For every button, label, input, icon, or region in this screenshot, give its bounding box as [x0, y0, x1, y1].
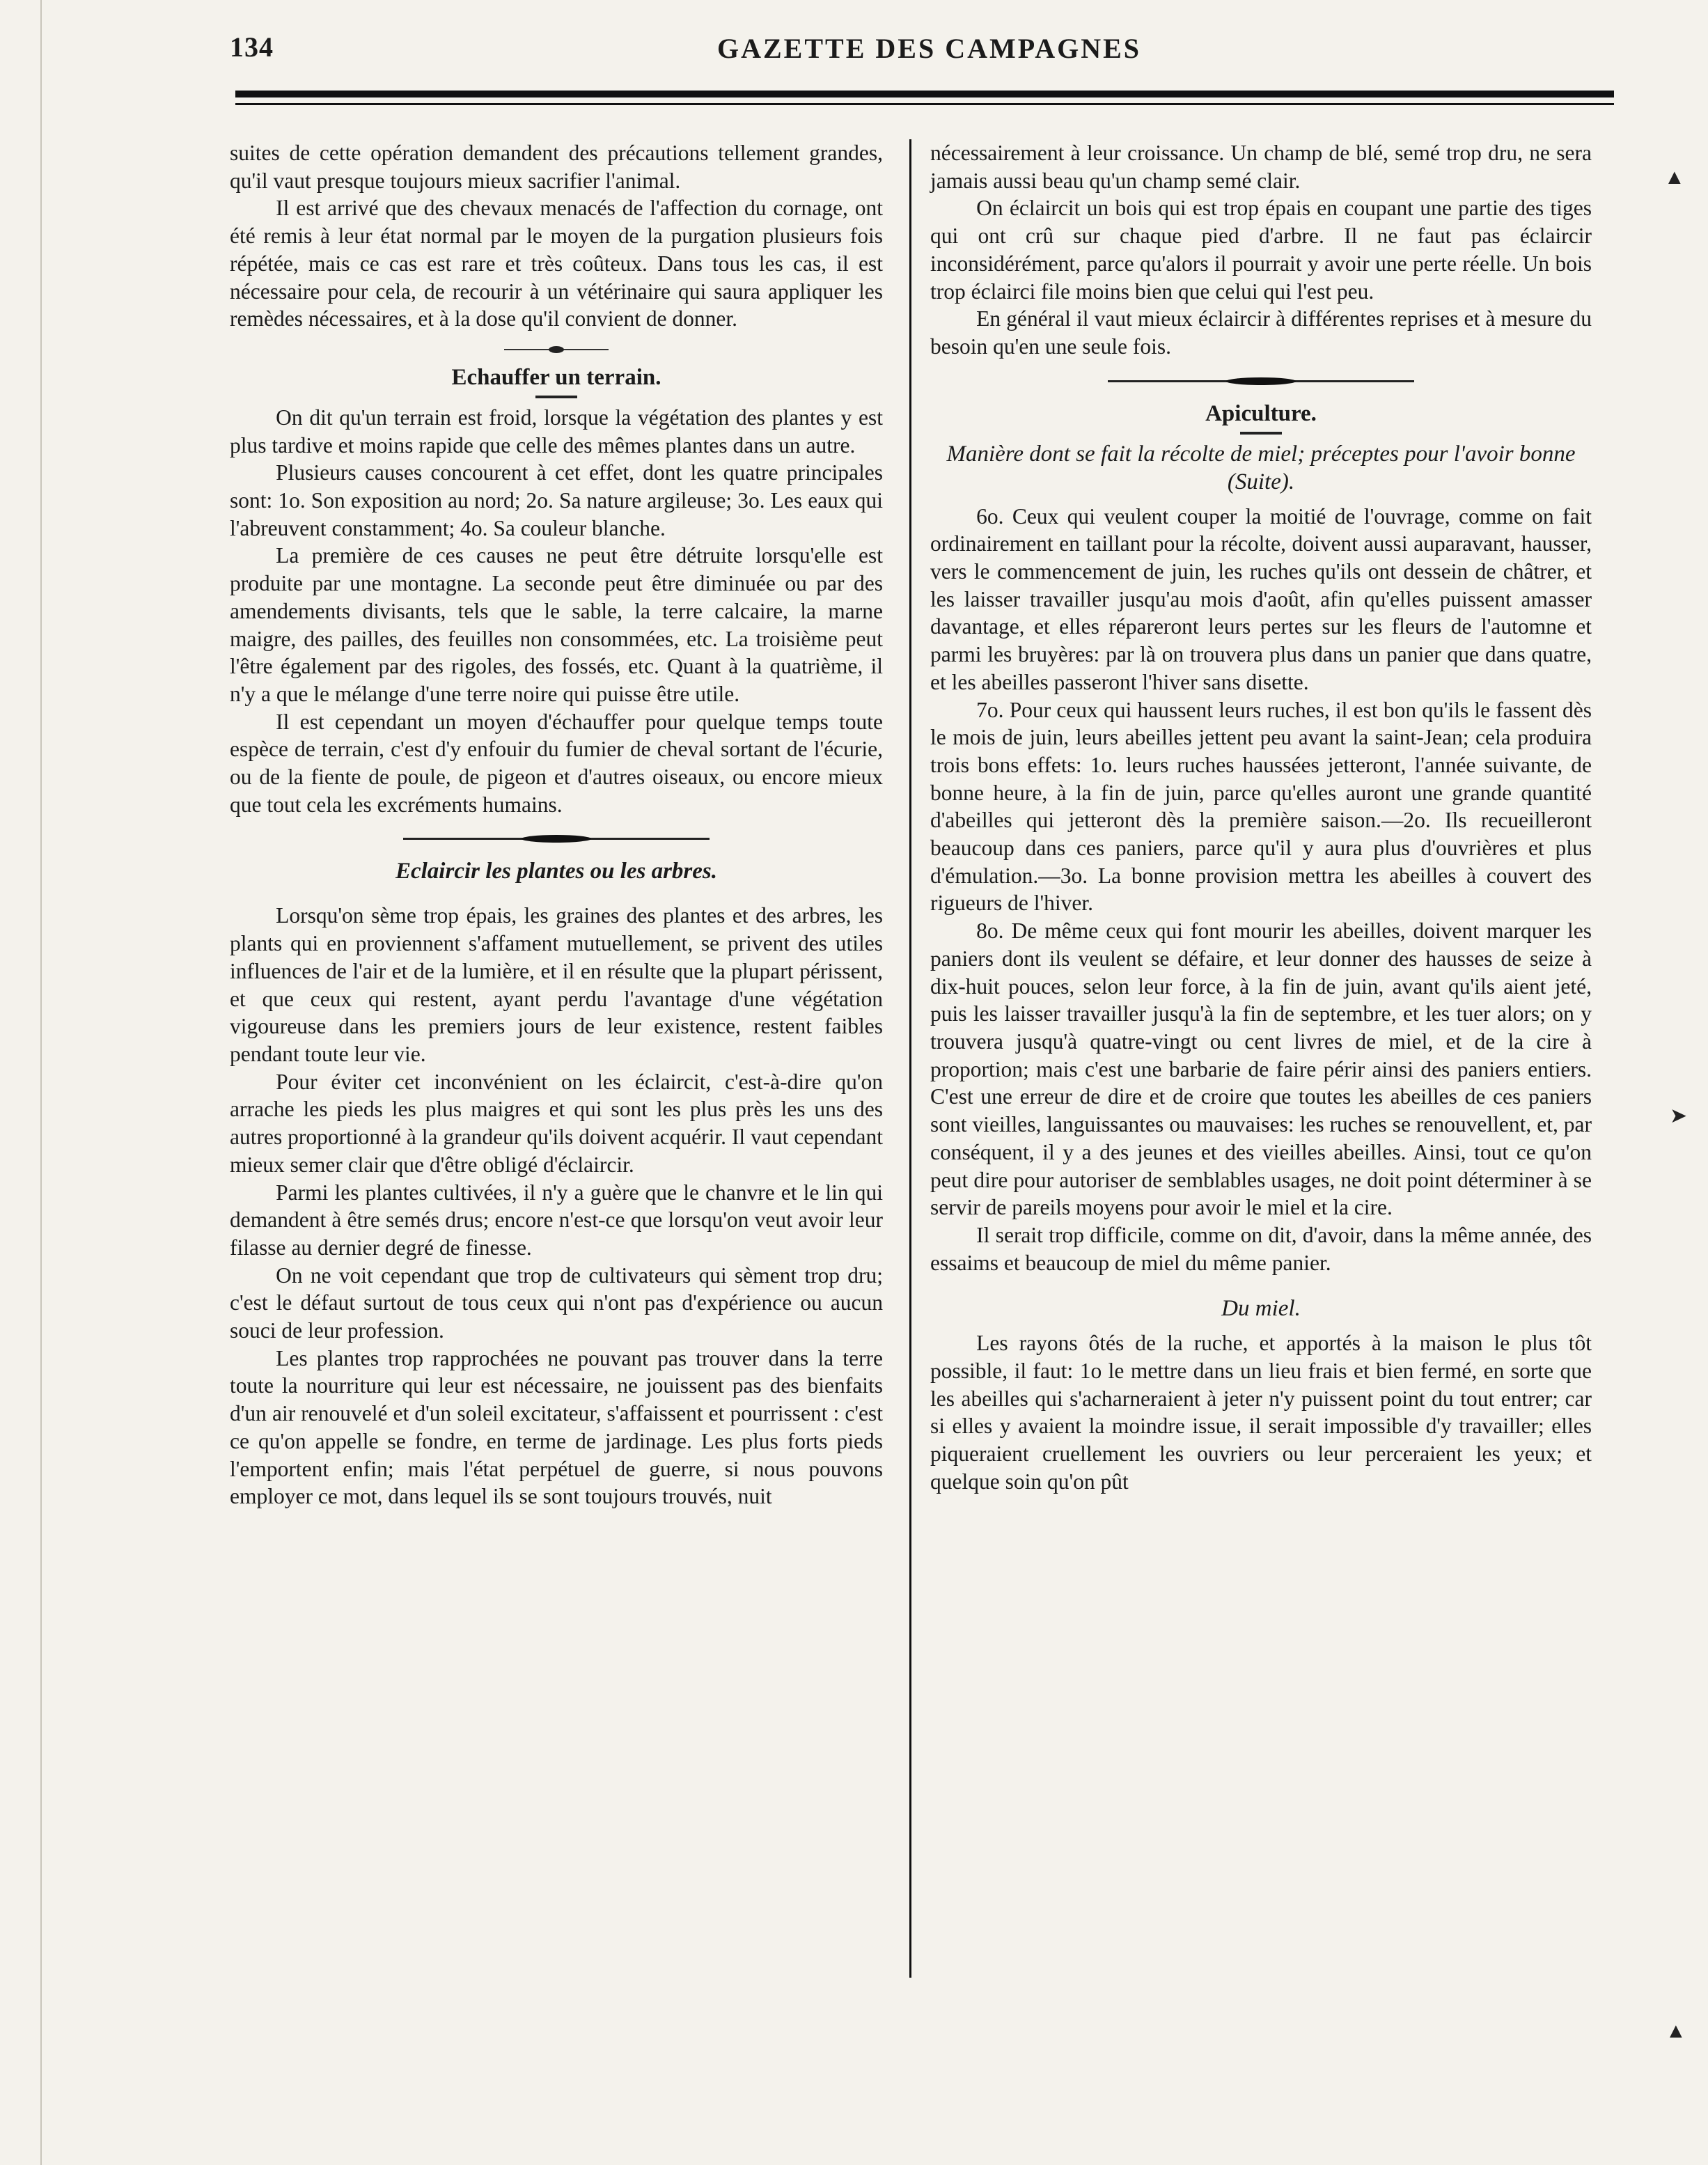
paragraph: Il serait trop difficile, comme on dit, d'avoir, dans la même année, des essaims et beaucoup de miel du même panier. [930, 1222, 1592, 1275]
section-ornament [403, 829, 710, 847]
margin-mark-icon: ▲ [1666, 2019, 1686, 2042]
right-column [930, 139, 1592, 1496]
paragraph: Il est cependant un moyen d'échauffer pour quelque temps toute espèce de terrain, c'est d'y enfouir du fumier de cheval sortant de l'écurie, ou de la fiente de poule, de pigeon et d'autres oiseaux, ou encore mieux que tout cela les excréments humains. [230, 709, 883, 817]
paragraph: Il est arrivé que des chevaux menacés de l'affection du cornage, ont été remis à leur état normal par le moyen de la purgation plusieurs fois répétée, mais ce cas est rare et très coûteux. Dans tous les cas, il est nécessaire pour cela, de recourir à un vétérinaire qui saura appliquer les remèdes nécessaires, et à la dose qu'il convient de donner. [230, 196, 883, 331]
paragraph: suites de cette opération demandent des précautions tellement grandes, qu'il vaut presque toujours mieux sacrifier l'animal. [230, 141, 883, 193]
paragraph: 8o. De même ceux qui font mourir les abeilles, doivent marquer les paniers dont ils veulent se défaire, et leur donner des hausses de seize à dix-huit pouces, selon leur force, à la fin de juin, avant qu'ils aient jeté, puis les laisser travailler jusqu'à la fin de septembre, et les tuer alors; on y trouvera jusqu'à quatre-vingt ou cent livres de miel, et de la cire à proportion; mais c'est une barbarie de faire périr ainsi des paniers entiers. C'est une erreur de dire et de croire que toutes les abeilles de ces paniers sont vieilles, languissantes ou mauvaises: les ruches se renouvellent, et, par conséquent, il y a des jeunes et des vieilles abeilles. Ainsi, tout ce qu'on peut dire pour autoriser de semblables usages, ne doit point déterminer à se servir de pareils moyens pour avoir le miel et la cire. [930, 919, 1592, 1220]
heading-dash [535, 396, 577, 398]
left-column [230, 139, 883, 1510]
paragraph: Parmi les plantes cultivées, il n'y a guère que le chanvre et le lin qui demandent à être semés drus; encore n'est-ce que lorsqu'on veut avoir leur filasse au dernier degré de finesse. [230, 1180, 883, 1260]
paragraph: 6o. Ceux qui veulent couper la moitié de l'ouvrage, comme on fait ordinairement en taillant pour la récolte, doivent aussi auparavant, hausser, vers le commencement de juin, les ruches qu'ils ont dessein de châtrer, et les laisser travailler jusqu'au mois d'août, afin qu'elles puissent amasser davantage, et elles répareront leurs pertes sur les fleurs de l'automne et parmi les bruyères: par là on trouvera plus dans un panier que dans quatre, et les abeilles passeront l'hiver sans disette. [930, 503, 1592, 694]
section-heading: Du miel. [1221, 1296, 1301, 1322]
margin-mark-icon: ▲ [1664, 166, 1685, 189]
journal-title: GAZETTE DES CAMPAGNES [717, 33, 1142, 64]
paragraph: On dit qu'un terrain est froid, lorsque la végétation des plantes y est plus tardive et moins rapide que celle des mêmes plantes dans un autre. [230, 405, 883, 458]
paragraph: nécessairement à leur croissance. Un champ de blé, semé trop dru, ne sera jamais aussi beau qu'un champ semé clair. [930, 141, 1592, 193]
column-divider [909, 139, 911, 1978]
paragraph: On ne voit cependant que trop de cultivateurs qui sèment trop dru; c'est le défaut surtout de tous ceux qui n'ont pas d'expérience ou aucun souci de leur profession. [230, 1263, 883, 1343]
margin-mark-icon: ➤ [1670, 1104, 1688, 1127]
paragraph: La première de ces causes ne peut être détruite lorsqu'elle est produite par une montagne. La seconde peut être diminuée ou par des amendements divisants, tels que le sable, la terre calcaire, la marne maigre, des pailles, des feuilles non consommées, etc. La troisième peut l'être également par des rigoles, des fossés, etc. Quant à la quatrième, il n'y a que le mélange d'une terre noire qui puisse être utile. [230, 543, 883, 706]
section-ornament [504, 343, 609, 357]
paragraph: Lorsqu'on sème trop épais, les graines des plantes et des arbres, les plants qui en proviennent s'affament mutuellement, se privent des utiles influences de l'air et de la lumière, et il en résulte que la plupart périssent, et que ceux qui restent, ayant perdu l'avantage d'une végétation vigoureuse dans les premiers jours de leur existence, restent faibles pendant toute leur vie. [230, 903, 883, 1066]
paragraph: 7o. Pour ceux qui haussent leurs ruches, il est bon qu'ils le fassent dès le mois de juin, leurs abeilles jettent peu avant la saint-Jean; cela produira trois bons effets: 1o. leurs ruches haussées jetteront, l'année suivante, de bonne heure, à la fin de juin, parce qu'elles auront une grande quantité d'abeilles qui jetteront dès la première saison.—2o. Ils recueilleront beaucoup dans ces paniers, parce qu'il y aura plus d'ouvrières et plus d'émulation.—3o. La bonne provision mettra les abeilles à couvert des rigueurs de l'hiver. [930, 697, 1592, 916]
paragraph: En général il vaut mieux éclaircir à différentes reprises et à mesure du besoin qu'en une seule fois. [930, 306, 1592, 359]
paragraph: Les rayons ôtés de la ruche, et apportés à la maison le plus tôt possible, il faut: 1o le mettre dans un lieu frais et bien fermé, en sorte que les abeilles qui s'acharneraient à jeter n'y puissent point du tout entrer; car si elles y avaient la moindre issue, il serait impossible d'y travailler; elles piqueraient cruellement les ouvriers ou leur perceraient les yeux; et quelque soin qu'on pût [930, 1331, 1592, 1494]
section-subheading: Manière dont se fait la récolte de miel; préceptes pour l'avoir bonne (Suite). [946, 441, 1576, 494]
header-rule-thick [235, 91, 1614, 97]
page-edge [40, 0, 42, 2165]
section-heading: Eclaircir les plantes ou les arbres. [395, 859, 718, 884]
section-ornament [1108, 372, 1414, 390]
page-header [230, 26, 1539, 75]
paragraph: Plusieurs causes concourent à cet effet, dont les quatre principales sont: 1o. Son exposition au nord; 2o. Sa nature argileuse; 3o. Les eaux qui l'abreuvent constamment; 4o. Sa couleur blanche. [230, 460, 883, 540]
paragraph: On éclaircit un bois qui est trop épais en coupant une partie des tiges qui ont crû sur chaque pied d'arbre. Il ne faut pas éclaircir inconsidérément, parce qu'alors il pourrait y avoir une perte réelle. Un bois trop éclairci file moins bien que celui qui l'est peu. [930, 196, 1592, 304]
header-rule-thin [235, 103, 1614, 105]
paragraph: Les plantes trop rapprochées ne pouvant pas trouver dans la terre toute la nourriture qui leur est nécessaire, ne jouissent pas des bienfaits d'un air renouvelé et d'un soleil excitateur, s'affaissent et pourrissent : c'est ce qu'on appelle se fondre, en terme de jardinage. Les plus forts pieds l'emportent enfin; mais l'état perpétuel de guerre, si nous pouvons employer ce mot, dans lequel ils se sont toujours trouvés, nuit [230, 1345, 883, 1509]
page-number: 134 [230, 31, 274, 63]
section-heading: Apiculture. [1205, 400, 1317, 426]
heading-dash [1240, 432, 1282, 435]
section-heading: Echauffer un terrain. [451, 364, 661, 390]
paragraph: Pour éviter cet inconvénient on les éclaircit, c'est-à-dire qu'on arrache les pieds les plus maigres et qui sont les plus près les uns des autres proportionné à la grandeur qu'ils doivent acquérir. Il vaut cependant mieux semer clair que d'être obligé d'éclaircir. [230, 1069, 883, 1177]
